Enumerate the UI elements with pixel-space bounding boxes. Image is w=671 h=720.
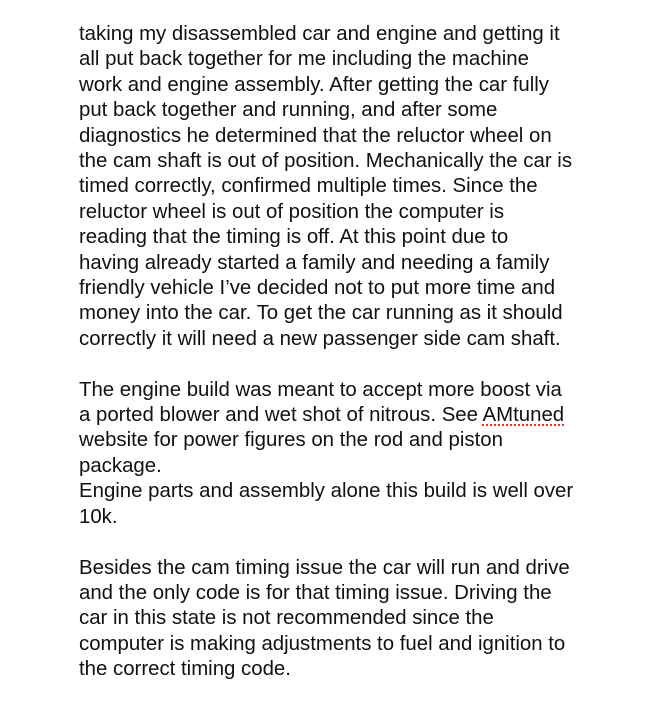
text-line: The engine build was meant to accept more boost via xyxy=(79,378,562,401)
paragraph-1 xyxy=(79,22,659,352)
text-line: the correct timing code. xyxy=(79,658,291,681)
paragraph-3 xyxy=(79,556,659,683)
text-line: reluctor wheel is out of position the computer is xyxy=(79,200,505,223)
text-line: money into the car. To get the car running as it should xyxy=(79,302,563,325)
paragraph-spacer xyxy=(79,352,659,377)
spellcheck-flagged-word[interactable]: AMtuned xyxy=(482,404,565,427)
text-line: put back together and running, and after some xyxy=(79,99,498,122)
text-line: car in this state is not recommended since the xyxy=(79,607,494,630)
text-line: the cam shaft is out of position. Mechanically the car is xyxy=(79,150,573,173)
text-line: and the only code is for that timing issue. Driving the xyxy=(79,581,552,604)
text-line xyxy=(79,403,659,428)
document-body xyxy=(79,22,659,683)
paragraph-2 xyxy=(79,378,659,530)
text-line: reading that the timing is off. At this point due to xyxy=(79,226,509,249)
text-line: computer is making adjustments to fuel and ignition to xyxy=(79,632,566,655)
text-line: friendly vehicle I’ve decided not to put more time and xyxy=(79,277,556,300)
text-line: work and engine assembly. After getting the car fully xyxy=(79,73,549,96)
text-line: having already started a family and needing a family xyxy=(79,251,550,274)
text-line: correctly it will need a new passenger side cam shaft. xyxy=(79,327,561,350)
paragraph-spacer xyxy=(79,530,659,555)
text-line: 10k. xyxy=(79,505,118,528)
text-line: Besides the cam timing issue the car will run and drive xyxy=(79,556,570,579)
text-line: all put back together for me including the machine xyxy=(79,48,529,71)
text-line: timed correctly, confirmed multiple times. Since the xyxy=(79,175,538,198)
text-line: package. xyxy=(79,454,162,477)
text-line: website for power figures on the rod and piston xyxy=(79,429,503,452)
text-line: Engine parts and assembly alone this build is well over xyxy=(79,480,574,503)
text-line: diagnostics he determined that the reluctor wheel on xyxy=(79,124,552,147)
text-fragment: a ported blower and wet shot of nitrous. See xyxy=(79,404,483,427)
text-line: taking my disassembled car and engine and getting it xyxy=(79,23,560,45)
